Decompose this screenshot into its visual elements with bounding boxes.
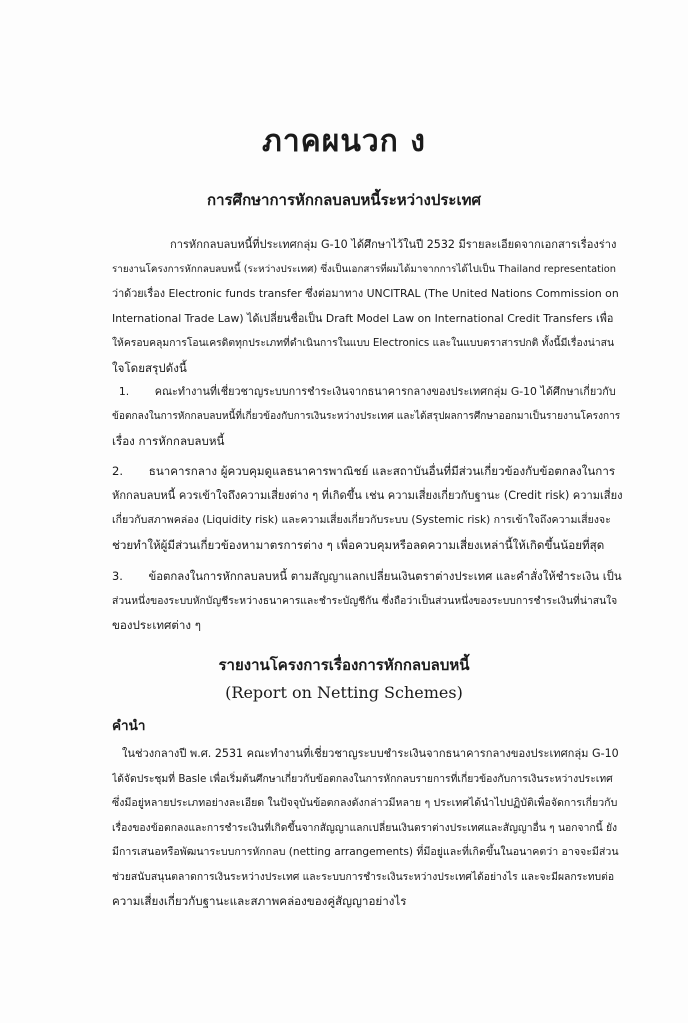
paragraph-line: ได้จัดประชุมที่ Basle เพื่อเริ่มต้นศึกษาเกี่ยวกับข้อตกลงในการหักกลบรายการที่เกี่ยวข้องกับการเงินระหว่างประเทศ	[112, 772, 613, 785]
paragraph-line: ธนาคารกลาง ผู้ควบคุมดูแลธนาคารพาณิชย์ และสถาบันอื่นที่มีส่วนเกี่ยวข้องกับข้อตกลงในการ	[148, 464, 616, 478]
page-title: ภาคผนวก ง	[262, 124, 426, 159]
list-item	[112, 564, 622, 638]
list-item-number: 1.	[118, 385, 130, 398]
paragraph-line: เรื่อง การหักกลบลบหนี้	[112, 434, 225, 448]
foreword-paragraph	[112, 742, 622, 914]
paragraph-line: คณะทำงานที่เชี่ยวชาญระบบการชำระเงินจากธนาคารกลางของประเทศกลุ่ม G-10 ได้ศึกษาเกี่ยวกับ	[154, 385, 616, 398]
paragraph-line: ในช่วงกลางปี พ.ศ. 2531 คณะทำงานที่เชี่ยวชาญระบบชำระเงินจากธนาคารกลางของประเทศกลุ่ม G-10	[122, 747, 619, 760]
list-item-number: 3.	[112, 569, 123, 583]
paragraph-line: หักกลบลบหนี้ ควรเข้าใจถึงความเสี่ยงต่าง ๆ ที่เกิดขึ้น เช่น ความเสี่ยงเกี่ยวกับฐานะ (Credit risk) ความเสี่ยง	[112, 488, 622, 502]
list-item	[112, 380, 622, 454]
foreword-heading: คำนำ	[112, 718, 146, 734]
report-heading-english: (Report on Netting Schemes)	[225, 683, 463, 702]
paragraph-line: เรื่องของข้อตกลงและการชำระเงินที่เกิดขึ้นจากสัญญาแลกเปลี่ยนเงินตราต่างประเทศและสัญญาอื่น ๆ นอกจากนี้ ยัง	[112, 821, 618, 834]
paragraph-line: ช่วยทำให้ผู้มีส่วนเกี่ยวข้องหามาตรการต่าง ๆ เพื่อควบคุมหรือลดความเสี่ยงเหล่านี้ให้เกิดขึ้นน้อยที่สุด	[112, 537, 605, 552]
paragraph-line: ส่วนหนึ่งของระบบหักบัญชีระหว่างธนาคารและชำระบัญชีกัน ซึ่งถือว่าเป็นส่วนหนึ่งของระบบการชำระเงินที่น่าสนใจ	[112, 594, 618, 607]
paragraph-line: ซึ่งมีอยู่หลายประเภทอย่างละเอียด ในปัจจุบันข้อตกลงดังกล่าวมีหลาย ๆ ประเทศได้นำไปปฏิบัติเพื่อจัดการเกี่ยวกับ	[112, 797, 618, 809]
paragraph-line: เกี่ยวกับสภาพคล่อง (Liquidity risk) และความเสี่ยงเกี่ยวกับระบบ (Systemic risk) การเข้าใจถึงความเสี่ยงจะ	[112, 514, 611, 526]
report-heading: รายงานโครงการเรื่องการหักกลบลบหนี้	[218, 656, 470, 674]
paragraph-line: ข้อตกลงในการหักกลบลบหนี้ ตามสัญญาแลกเปลี่ยนเงินตราต่างประเทศ และคำสั่งให้ชำระเงิน เป็น	[148, 569, 622, 583]
list-item	[112, 459, 622, 557]
paragraph-line: ความเสี่ยงเกี่ยวกับฐานะและสภาพคล่องของคู่สัญญาอย่างไร	[112, 894, 407, 908]
paragraph-line: มีการเสนอหรือพัฒนาระบบการหักกลบ (netting arrangements) ที่มีอยู่และที่เกิดขึ้นในอนาคตว่า อาจจะมีส่วน	[112, 846, 619, 858]
paragraph-line: International Trade Law) ได้เปลี่ยนชื่อเป็น Draft Model Law on International Credit Transfers เพื่อ	[112, 311, 614, 325]
paragraph-line: รายงานโครงการหักกลบลบหนี้ (ระหว่างประเทศ) ซึ่งเป็นเอกสารที่ผมได้มาจากการได้ไปเป็น Thailand representation	[112, 263, 616, 275]
intro-paragraph	[112, 233, 622, 380]
paragraph-line: ใจโดยสรุปดังนี้	[112, 360, 187, 375]
list-item-number: 2.	[112, 464, 124, 478]
paragraph-line: ของประเทศต่าง ๆ	[112, 618, 201, 632]
paragraph-line: การหักกลบลบหนี้ที่ประเทศกลุ่ม G-10 ได้ศึกษาไว้ในปี 2532 มีรายละเอียดจากเอกสารเรื่องร่าง	[170, 238, 617, 251]
page-subtitle: การศึกษาการหักกลบลบหนี้ระหว่างประเทศ	[207, 191, 481, 209]
paragraph-line: ว่าด้วยเรื่อง Electronic funds transfer ซึ่งต่อมาทาง UNCITRAL (The United Nations Commission on	[112, 287, 619, 300]
paragraph-line: ข้อตกลงในการหักกลบลบหนี้ที่เกี่ยวข้องกับการเงินระหว่างประเทศ และได้สรุปผลการศึกษาออกมาเป็นรายงานโครงการ	[112, 410, 621, 422]
paragraph-line: ช่วยสนับสนุนตลาดการเงินระหว่างประเทศ และระบบการชำระเงินระหว่างประเทศได้อย่างไร และจะมีผลกระทบต่อ	[112, 870, 615, 883]
paragraph-line: ให้ครอบคลุมการโอนเครดิตทุกประเภทที่ดำเนินการในแบบ Electronics และในแบบตราสารปกติ ทั้งนี้มีเรื่องน่าสน	[112, 337, 615, 349]
